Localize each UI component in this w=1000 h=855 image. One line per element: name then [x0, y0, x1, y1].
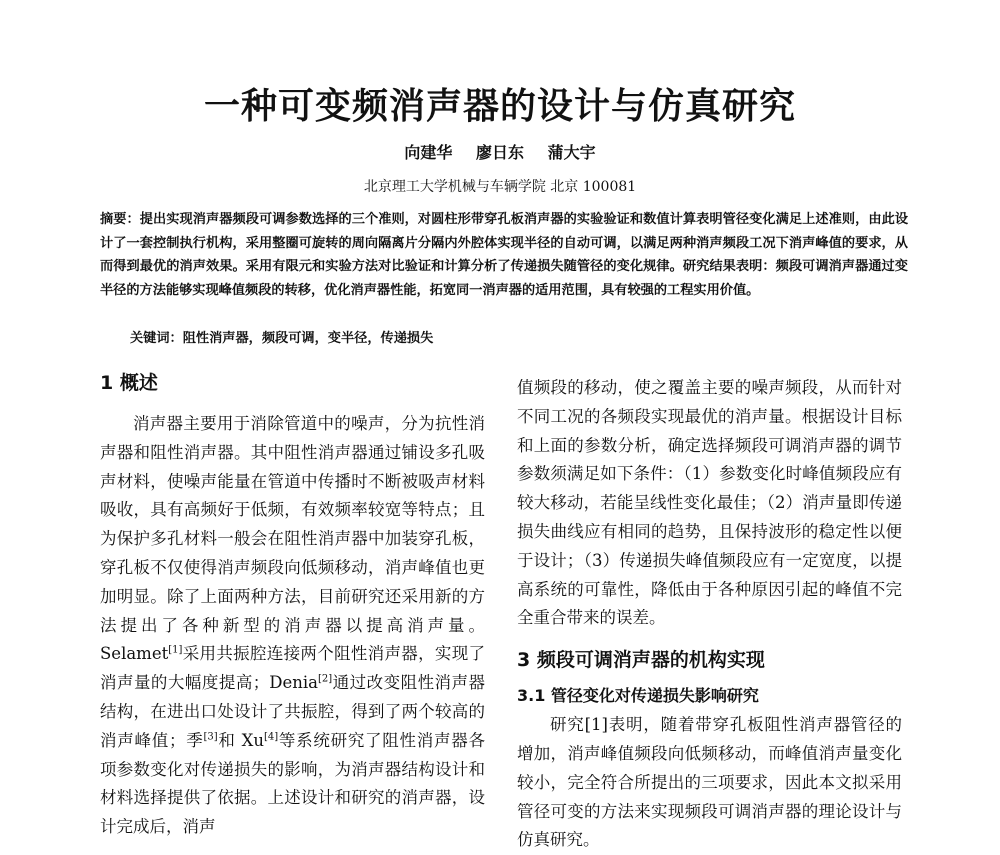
continued-paragraph: 值频段的移动，使之覆盖主要的噪声频段，从而针对不同工况的各频段实现最优的消声量。根据设计目标和上面的参数分析，确定选择频段可调消声器的调节参数须满足如下条件：（1）参数变化时峰值频段应有较大移动，若能呈线性变化最佳；（2）消声量即传递损失曲线应有相同的趋势，且保持波形的稳定性以便于设计；（3）传递损失峰值频段应有一定宽度，以提高系统的可靠性，降低由于各种原因引起的峰值不完全重合带来的误差。 [517, 378, 902, 628]
left-column [100, 368, 485, 842]
overview-text-c: 通过改变阻性消声器结构，在进出口处设计了共振腔，得到了两个较高的消声峰值；季 [100, 673, 485, 750]
overview-paragraph [100, 410, 485, 842]
subsection-paragraph: 研究[1]表明，随着带穿孔板阻性消声器管径的增加，消声峰值频段向低频移动，而峰值消声量变化较小，完全符合所提出的三项要求，因此本文拟采用管径可变的方法来实现频段可调消声器的理论设计与仿真研究。 [517, 715, 902, 850]
abstract [100, 208, 908, 302]
citation-1: [1] [168, 644, 183, 656]
right-column [517, 374, 902, 855]
citation-4: [4] [263, 731, 279, 743]
paper-title: 一种可变频消声器的设计与仿真研究 [203, 86, 796, 127]
section-heading-overview: 1 概述 [100, 372, 158, 394]
overview-text-b: 采用共振腔连接两个阻性消声器，实现了消声量的大幅度提高；Denia [100, 644, 485, 693]
citation-2: [2] [318, 673, 333, 685]
keywords [130, 327, 910, 346]
overview-text-e: 等系统研究了阻性消声器各项参数变化对传递损失的影响，为消声器结构设计和材料选择提供了依据。上述设计和研究的消声器，设计完成后，消声 [100, 730, 486, 837]
authors: 向建华 廖日东 蒲大宇 [404, 143, 596, 162]
overview-text-a: 消声器主要用于消除管道中的噪声，分为抗性消声器和阻性消声器。其中阻性消声器通过铺设多孔吸声材料，使噪声能量在管道中传播时不断被吸声材料吸收，具有高频好于低频，有效频率较宽等特点；且为保护多孔材料一般会在阻性消声器中加装穿孔板，穿孔板不仅使得消声频段向低频移动，消声峰值也更加明显。除了上面两种方法，目前研究还采用新的方法提出了各种新型的消声器以提高消声量。Selamet [100, 414, 485, 664]
affiliation: 北京理工大学机械与车辆学院 北京 100081 [363, 179, 637, 195]
keywords-label: 关键词： [130, 331, 183, 346]
citation-3: [3] [203, 731, 218, 743]
subsection-heading: 3.1 管径变化对传递损失影响研究 [517, 686, 759, 706]
abstract-text: 提出实现消声器频段可调参数选择的三个准则，对圆柱形带穿孔板消声器的实验验证和数值计算表明管径变化满足上述准则，由此设计了一套控制执行机构，采用整圈可旋转的周向隔离片分隔内外腔体实现半径的自动可调，以满足两种消声频段工况下消声峰值的要求，从而得到最优的消声效果。采用有限元和实验方法对比验证和计算分析了传递损失随管径的变化规律。研究结果表明：频段可调消声器通过变半径的方法能够实现峰值频段的转移，优化消声器性能，拓宽同一消声器的适用范围，具有较强的工程实用价值。 [100, 212, 909, 298]
section-heading-mechanism: 3 频段可调消声器的机构实现 [517, 649, 765, 672]
overview-text-d: 和 Xu [217, 730, 264, 750]
abstract-label: 摘要： [100, 212, 140, 227]
keywords-text: 阻性消声器，频段可调，变半径，传递损失 [182, 331, 434, 346]
